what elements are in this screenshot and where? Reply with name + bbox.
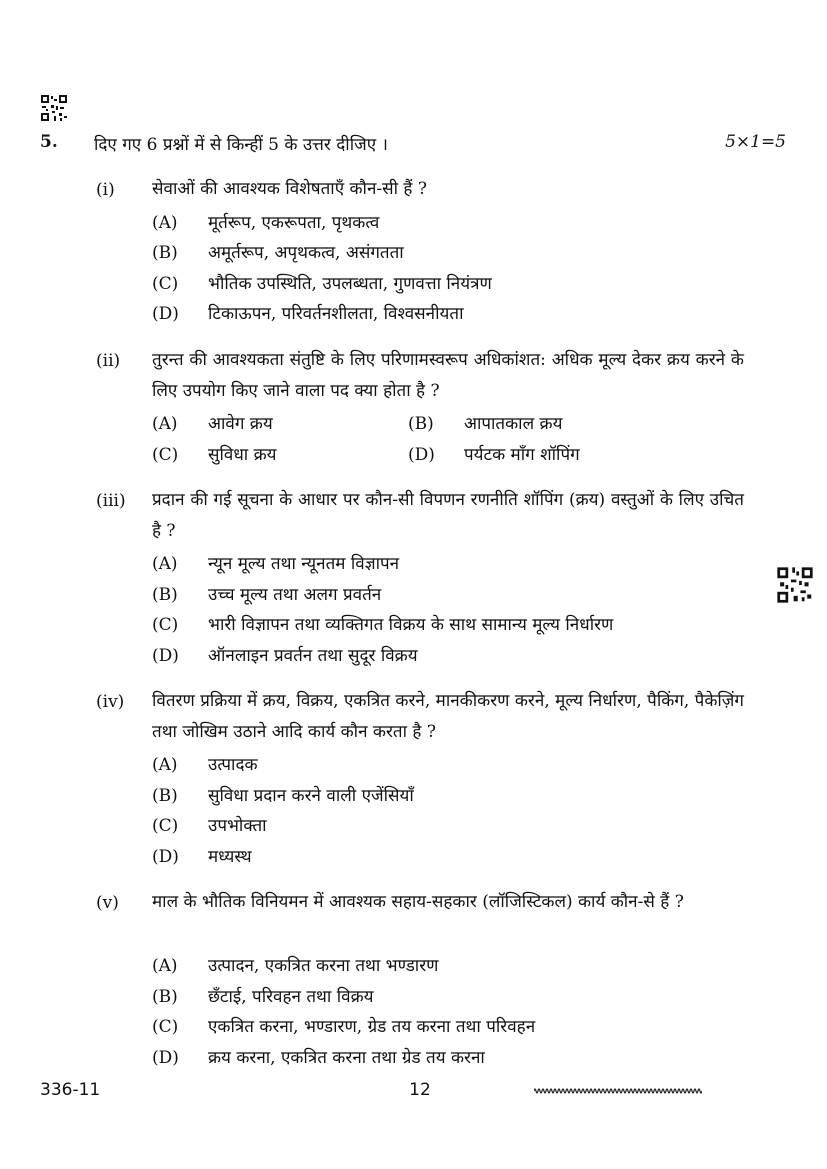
option: [152, 442, 277, 465]
option: [152, 551, 399, 574]
question-marks: 5×1=5: [725, 132, 786, 152]
option: [152, 240, 404, 263]
option-label: (D): [152, 304, 179, 324]
option: [152, 844, 252, 867]
option-label: (C): [152, 615, 179, 635]
subquestion-label: (v): [96, 893, 119, 913]
subquestion-label: (iii): [96, 491, 126, 511]
option-text: क्रय करना, एकत्रित करना तथा ग्रेड तय करना: [208, 1048, 485, 1068]
option: [152, 271, 492, 294]
option-label: (B): [152, 585, 178, 605]
option: [152, 813, 267, 836]
option-text: उच्च मूल्य तथा अलग प्रवर्तन: [208, 585, 382, 605]
qr-code-side-icon: [776, 566, 814, 604]
subquestion-label: (iv): [96, 692, 125, 712]
option: [152, 210, 379, 233]
option-label: (B): [408, 414, 434, 434]
option-text: उत्पादक: [208, 755, 258, 775]
subquestion-stem: प्रदान की गई सूचना के आधार पर कौन-सी विपणन रणनीति शॉपिंग (क्रय) वस्तुओं के लिए उचित है ?: [152, 490, 744, 541]
subquestion-stem: वितरण प्रक्रिया में क्रय, विक्रय, एकत्रित करने, मानकीकरण करने, मूल्य निर्धारण, पैकिंग, पैकेज़िंग तथा जोखिम उठाने आदि कार्य कौन करता है ?: [152, 691, 744, 742]
option-label: (B): [152, 987, 178, 1007]
option: [152, 411, 273, 434]
option: [152, 1045, 485, 1068]
option: [152, 582, 381, 605]
option-label: (C): [152, 274, 179, 294]
option: [152, 783, 414, 806]
option-text: पर्यटक माँग शॉपिंग: [464, 445, 580, 465]
qr-code-top-icon: [40, 94, 68, 122]
subquestion-label: (i): [96, 180, 115, 200]
subquestion-label: (ii): [96, 351, 121, 371]
option-text: एकत्रित करना, भण्डारण, ग्रेड तय करना तथा परिवहन: [208, 1017, 536, 1037]
wavy-line-icon: [534, 1082, 702, 1101]
option-label: (A): [152, 554, 178, 574]
question-instruction: दिए गए 6 प्रश्नों में से किन्हीं 5 के उत्तर दीजिए ।: [94, 135, 388, 155]
option-text: आवेग क्रय: [208, 414, 273, 434]
option: [152, 953, 438, 976]
option-text: छँटाई, परिवहन तथा विक्रय: [208, 987, 374, 1007]
option-label: (D): [152, 1048, 179, 1068]
option-text: सुविधा क्रय: [208, 445, 277, 465]
option: [152, 612, 613, 635]
option: [152, 984, 374, 1007]
option-label: (A): [152, 213, 178, 233]
option: [152, 643, 418, 666]
option-text: न्यून मूल्य तथा न्यूनतम विज्ञापन: [208, 554, 400, 574]
subquestion-stem: सेवाओं की आवश्यक विशेषताएँ कौन-सी हैं ?: [152, 179, 427, 199]
option: [152, 301, 463, 324]
option-label: (A): [152, 755, 178, 775]
option-text: ऑनलाइन प्रवर्तन तथा सुदूर विक्रय: [208, 646, 418, 666]
option: [152, 1014, 535, 1037]
page-number: 12: [409, 1080, 431, 1100]
option-text: सुविधा प्रदान करने वाली एजेंसियाँ: [208, 786, 414, 806]
option: [408, 442, 580, 465]
option-label: (D): [152, 847, 179, 867]
option-label: (A): [152, 414, 178, 434]
option-label: (C): [152, 816, 179, 836]
question-number: 5.: [40, 132, 58, 152]
option-text: अमूर्तरूप, अपृथकत्व, असंगतता: [208, 243, 404, 263]
option-label: (D): [408, 445, 435, 465]
subquestion-stem: तुरन्त की आवश्यकता संतुष्टि के लिए परिणामस्वरूप अधिकांशत: अधिक मूल्य देकर क्रय करने के लिए उपयोग किए जाने वाला पद क्या होता है ?: [152, 350, 744, 401]
option-text: उत्पादन, एकत्रित करना तथा भण्डारण: [208, 956, 439, 976]
option-label: (C): [152, 445, 179, 465]
option-text: उपभोक्ता: [208, 816, 267, 836]
option-text: भारी विज्ञापन तथा व्यक्तिगत विक्रय के साथ सामान्य मूल्य निर्धारण: [208, 615, 614, 635]
option-text: टिकाऊपन, परिवर्तनशीलता, विश्वसनीयता: [208, 304, 464, 324]
option-label: (A): [152, 956, 178, 976]
option-text: मूर्तरूप, एकरूपता, पृथकत्व: [208, 213, 380, 233]
option-text: मध्यस्थ: [208, 847, 252, 867]
paper-code: 336-11: [40, 1080, 101, 1100]
option-text: आपातकाल क्रय: [464, 414, 563, 434]
option-text: भौतिक उपस्थिति, उपलब्धता, गुणवत्ता नियंत्रण: [208, 274, 492, 294]
option-label: (C): [152, 1017, 179, 1037]
subquestion-stem: माल के भौतिक विनियमन में आवश्यक सहाय-सहकार (लॉजिस्टिकल) कार्य कौन-से हैं ?: [152, 892, 684, 912]
option: [152, 752, 258, 775]
option: [408, 411, 562, 434]
option-label: (B): [152, 786, 178, 806]
option-label: (D): [152, 646, 179, 666]
option-label: (B): [152, 243, 178, 263]
